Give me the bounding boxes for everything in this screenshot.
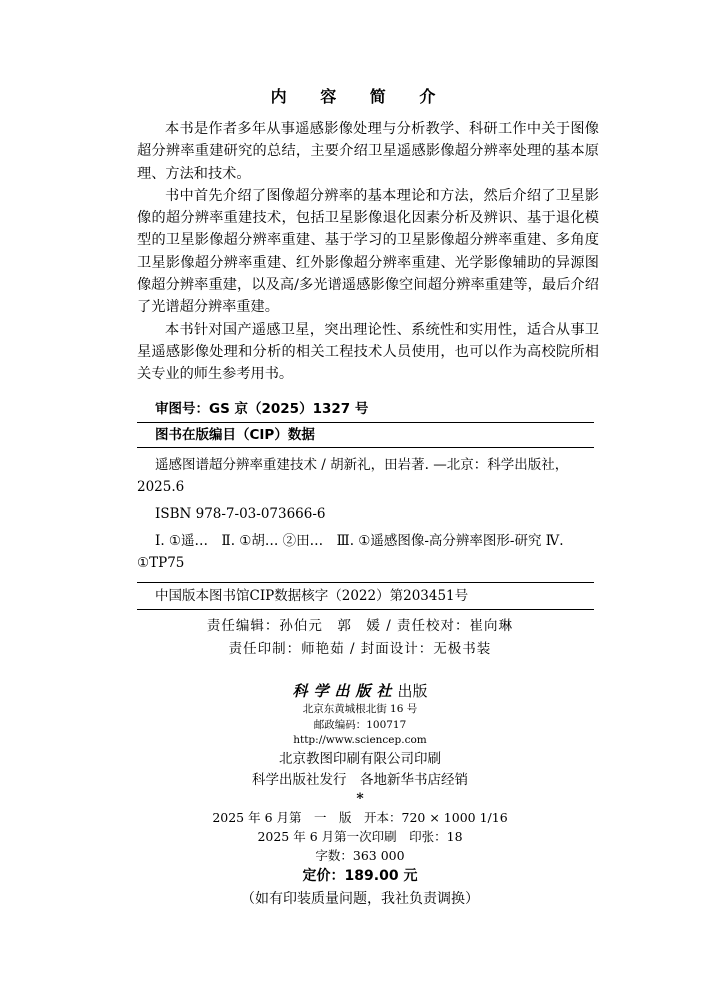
cip-number: 中国版本图书馆CIP数据核字（2022）第203451号 (137, 582, 594, 610)
map-approval-number: 审图号：GS 京（2025）1327 号 (155, 401, 369, 417)
editors-line-1: 责任编辑：孙伯元 郭 媛 / 责任校对：崔向琳 (206, 618, 514, 634)
publisher-suffix: 出版 (397, 682, 428, 700)
publisher-line (0, 680, 720, 702)
printer: 北京教图印刷有限公司印刷 (279, 750, 441, 767)
separator-star: * (356, 790, 364, 807)
intro-paragraph-3: 本书针对国产遥感卫星，突出理论性、系统性和实用性，适合从事卫星遥感影像处理和分析的相关工程技术人员使用，也可以作为高校院所相关专业的师生参考用书。 (137, 321, 599, 383)
intro-paragraph-2: 书中首先介绍了图像超分辨率的基本理论和方法，然后介绍了卫星影像的超分辨率重建技术，包括卫星影像退化因素分析及辨识、基于退化模型的卫星影像超分辨率重建、基于学习的卫星影像超分辨率重建、多角度卫星影像超分辨率重建、红外影像超分辨率重建、光学影像辅助的异源图像超分辨率重建，以及高/多光谱遥感影像空间超分辨率重建等，最后介绍了光谱超分辨率重建。 (137, 187, 599, 316)
printing-sheets: 2025 年 6 月第一次印刷 印张：18 (257, 828, 463, 844)
cip-classification: Ⅰ. ①遥… Ⅱ. ①胡… ②田… Ⅲ. ①遥感图像-高分辨率图形-研究 Ⅳ. ①TP75 (137, 533, 564, 571)
cip-block (137, 398, 594, 610)
introduction (137, 118, 599, 386)
intro-paragraph-1: 本书是作者多年从事遥感影像处理与分析教学、科研工作中关于图像超分辨率重建研究的总结，主要介绍卫星遥感影像超分辨率处理的基本原理、方法和技术。 (137, 121, 599, 182)
cip-heading: 图书在版编目（CIP）数据 (137, 422, 594, 447)
publisher-name: 科学出版社 (292, 682, 398, 700)
price: 定价：189.00 元 (302, 867, 418, 884)
cip-isbn: ISBN 978-7-03-073666-6 (155, 506, 326, 522)
publisher-address: 北京东黄城根北街 16 号 (302, 703, 418, 715)
publisher-url: http://www.sciencep.com (293, 734, 427, 746)
editors-line-2: 责任印制：师艳茹 / 封面设计：无极书装 (228, 641, 492, 657)
quality-note: （如有印装质量问题，我社负责调换） (241, 890, 479, 907)
word-count: 字数：363 000 (315, 847, 405, 863)
cip-title-line: 遥感图谱超分辨率重建技术 / 胡新礼，田岩著. —北京：科学出版社，2025.6 (137, 457, 569, 495)
distribution: 科学出版社发行 各地新华书店经销 (252, 771, 468, 788)
cip-entry (137, 447, 594, 578)
imprint-block (0, 680, 720, 911)
section-title: 内 容 简 介 (270, 87, 450, 106)
edition-format: 2025 年 6 月第 一 版 开本：720 × 1000 1/16 (212, 809, 508, 825)
publisher-postcode: 邮政编码：100717 (313, 718, 407, 731)
